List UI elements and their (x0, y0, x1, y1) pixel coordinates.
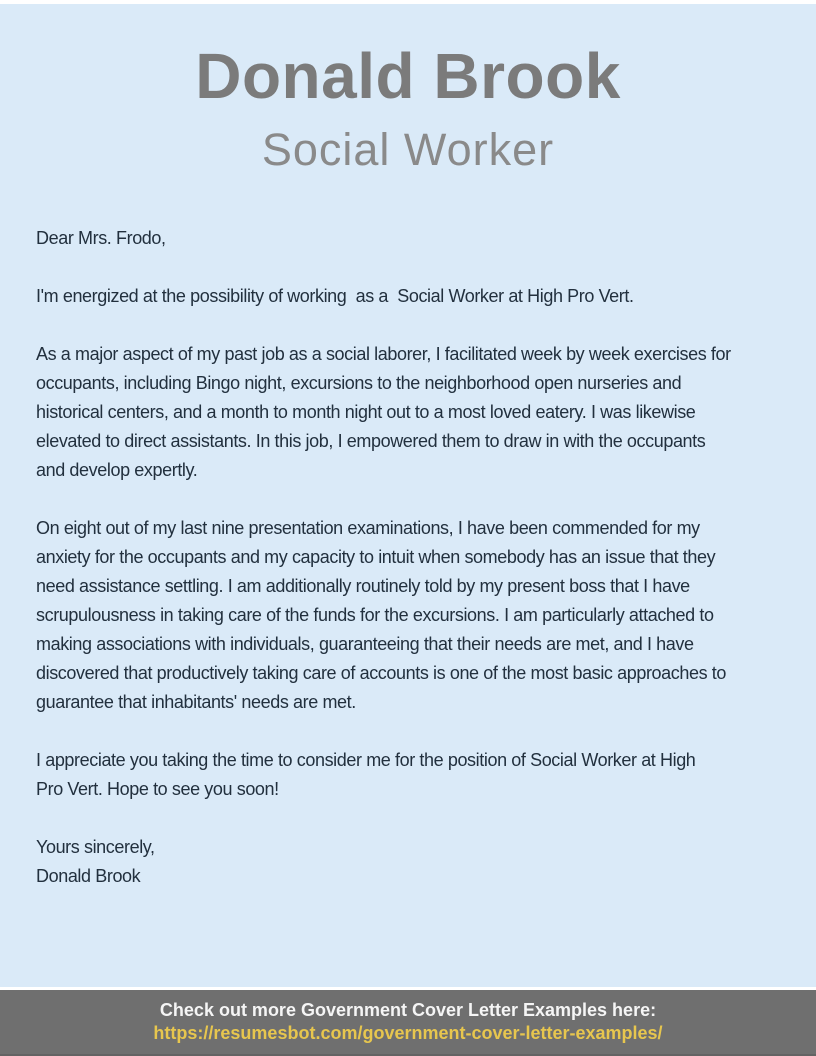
letter-line: Yours sincerely, (36, 837, 155, 857)
letter-content-area (0, 4, 816, 987)
letter-line: guarantee that inhabitants' needs are met. (36, 692, 356, 712)
letter-paragraph (36, 224, 780, 253)
letter-body (0, 224, 816, 891)
letter-line: occupants, including Bingo night, excursions to the neighborhood open nurseries and (36, 373, 682, 393)
letter-paragraph (36, 514, 780, 717)
letter-line: I'm energized at the possibility of working as a Social Worker at High Pro Vert. (36, 286, 634, 306)
letter-line: making associations with individuals, guaranteeing that their needs are met, and I have (36, 634, 694, 654)
letter-line: elevated to direct assistants. In this job, I empowered them to draw in with the occupants (36, 431, 706, 451)
letter-line: Pro Vert. Hope to see you soon! (36, 779, 279, 799)
person-job-title: Social Worker (261, 124, 555, 175)
letter-paragraph (36, 746, 780, 804)
footer-link[interactable]: https://resumesbot.com/government-cover-letter-examples/ (153, 1023, 663, 1043)
letter-line: historical centers, and a month to month night out to a most loved eatery. I was likewise (36, 402, 696, 422)
letter-paragraph (36, 282, 780, 311)
letter-line: scrupulousness in taking care of the funds for the excursions. I am particularly attached to (36, 605, 714, 625)
footer-bar (0, 990, 816, 1056)
letter-paragraph (36, 833, 780, 891)
letter-paragraph (36, 340, 780, 485)
letter-line: Donald Brook (36, 866, 141, 886)
letter-line: As a major aspect of my past job as a social laborer, I facilitated week by week exercises for (36, 344, 731, 364)
person-name: Donald Brook (195, 40, 621, 112)
footer-promo-text: Check out more Government Cover Letter Examples here: (159, 1000, 657, 1020)
letter-line: discovered that productively taking care of accounts is one of the most basic approaches to (36, 663, 727, 683)
letter-line: anxiety for the occupants and my capacity to intuit when somebody has an issue that they (36, 547, 716, 567)
letter-line: I appreciate you taking the time to consider me for the position of Social Worker at High (36, 750, 696, 770)
letter-line: On eight out of my last nine presentation examinations, I have been commended for my (36, 518, 700, 538)
letter-line: need assistance settling. I am additionally routinely told by my present boss that I have (36, 576, 690, 596)
letter-header (0, 40, 816, 176)
letter-line: Dear Mrs. Frodo, (36, 228, 166, 248)
letter-line: and develop expertly. (36, 460, 198, 480)
